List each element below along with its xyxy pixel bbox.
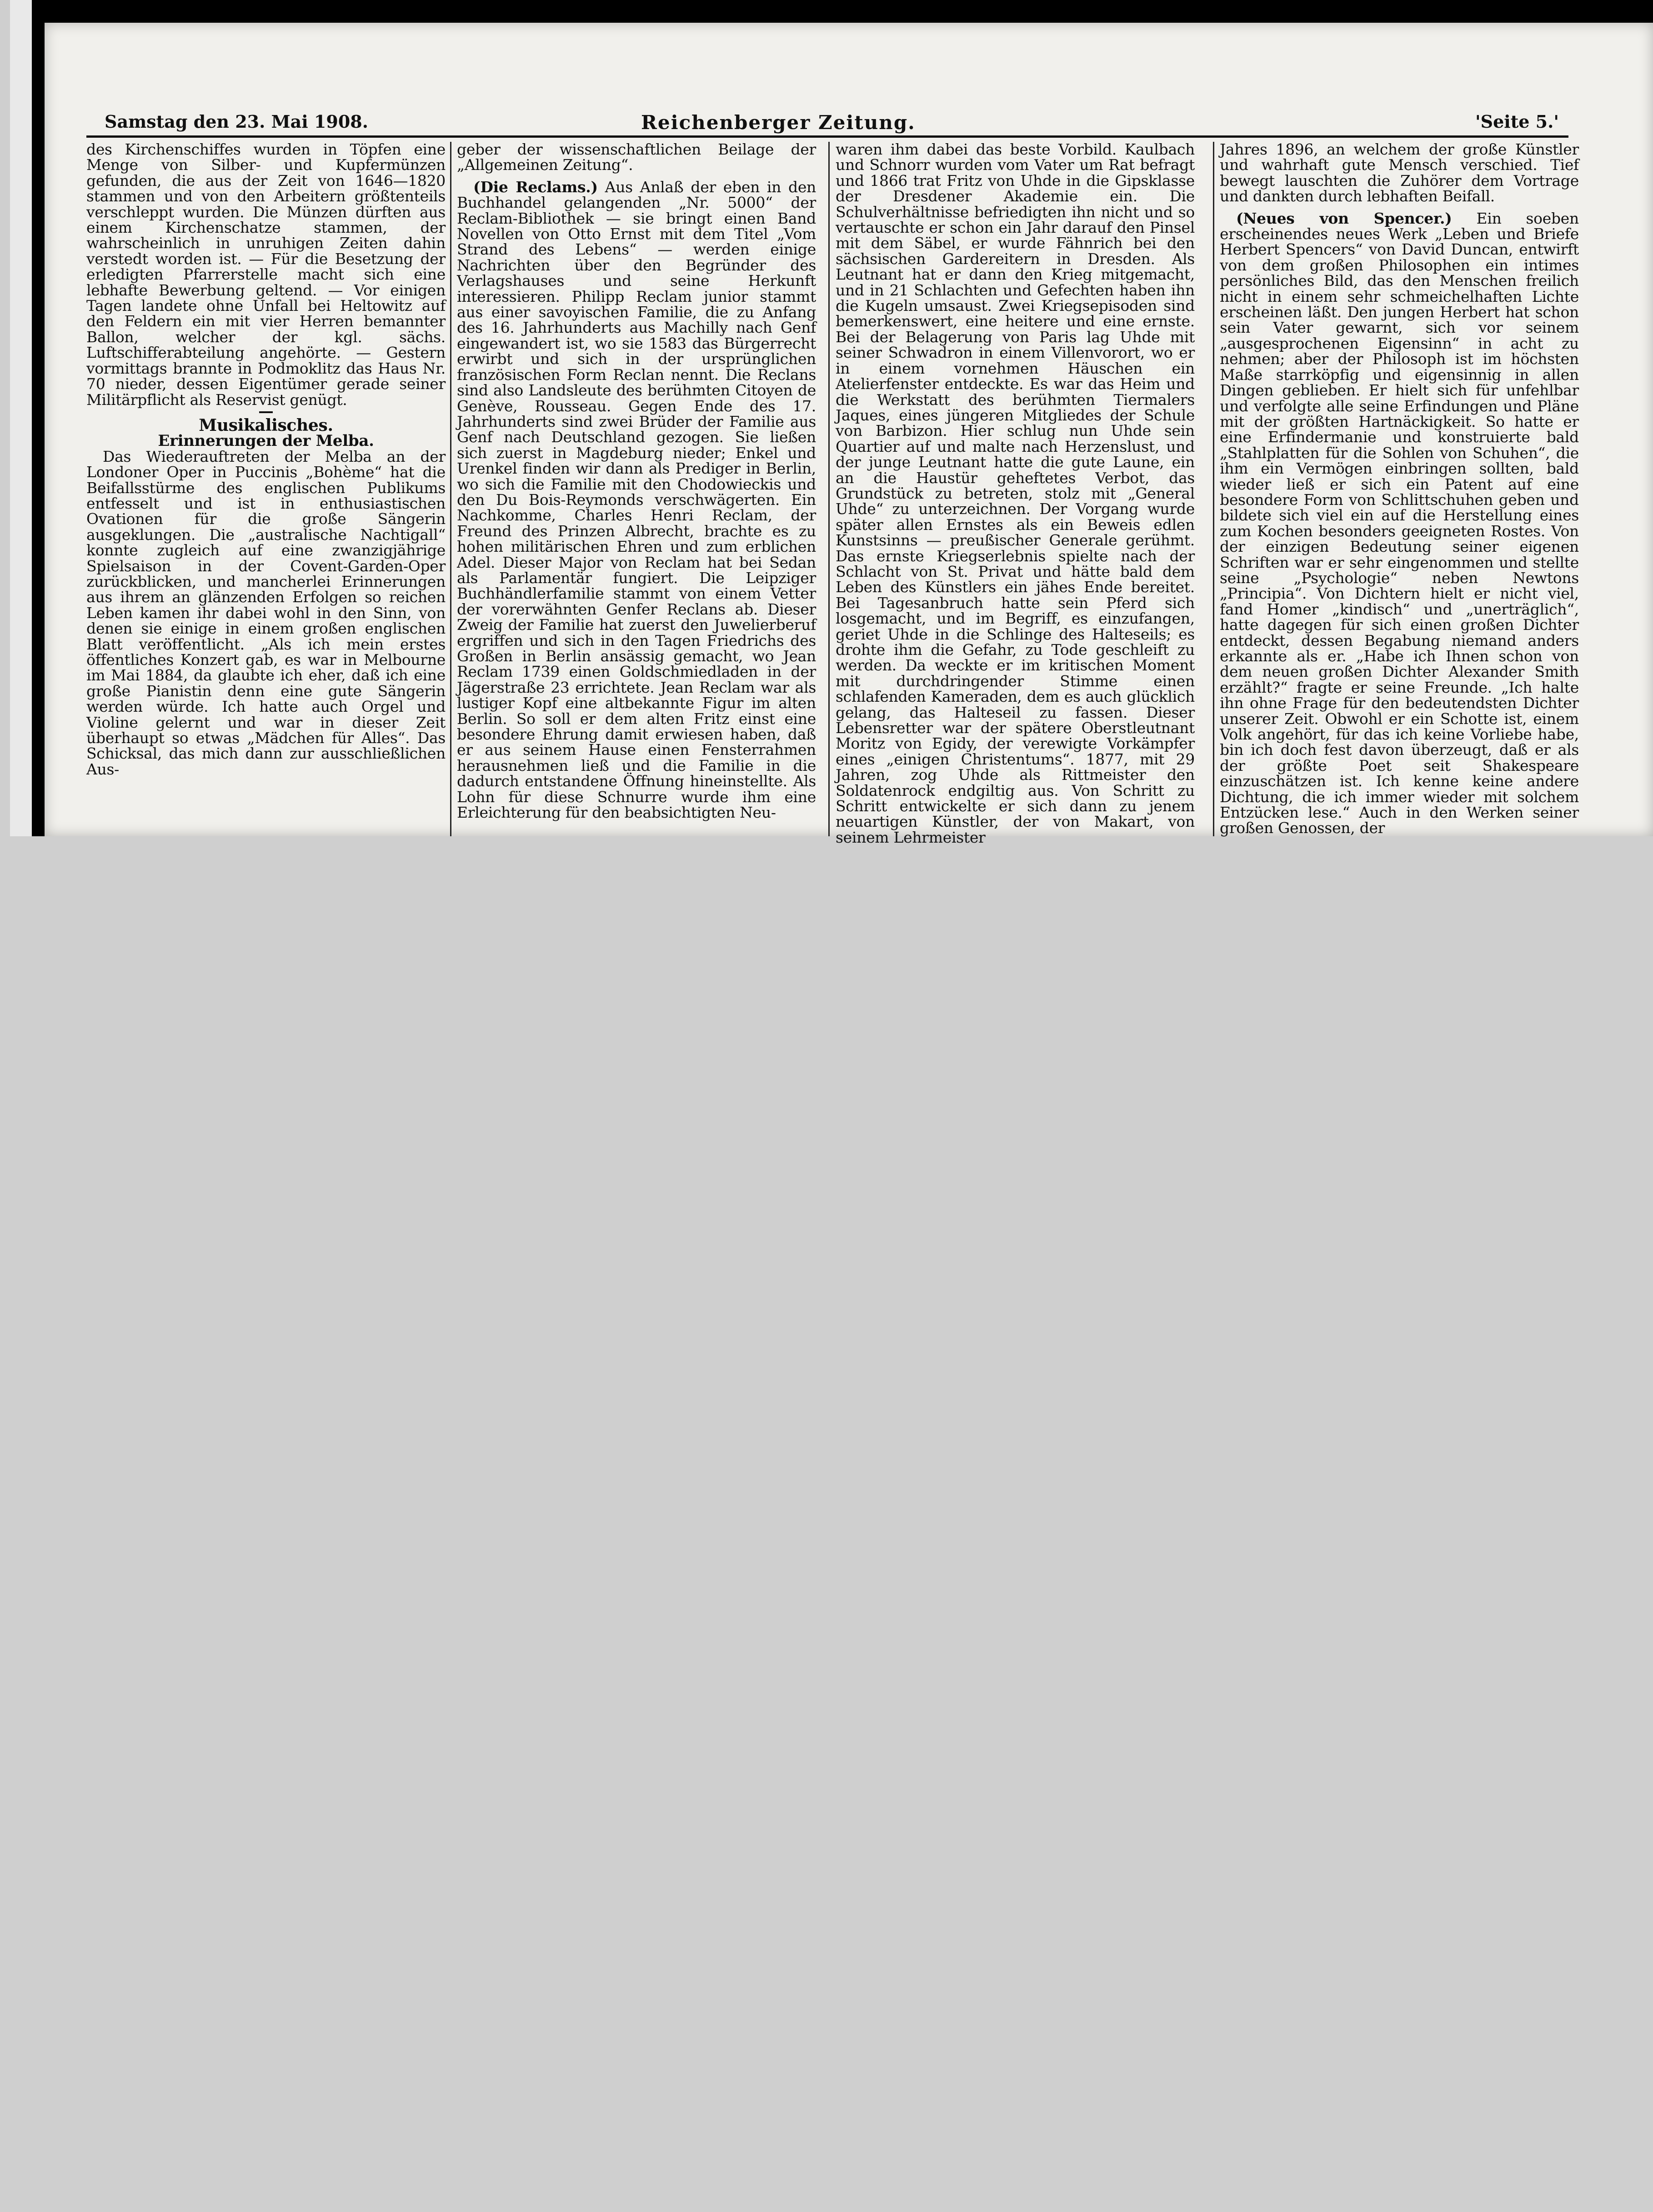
header-page-number: 'Seite 5.' — [1475, 111, 1559, 132]
article-text: Das Wiederauftreten der Melba an der Londoner Oper in Puccinis „Bohème“ hat die Beifallsstürme des englischen Publikums entfesselt und ist in enthusiastischen Ovationen für die große Sängerin ausgeklungen. Die „australische Nachtigall“ konnte zugleich auf eine zwanzigjährige Spielsaison in der Covent-Garden-Oper zurückblicken, und mancherlei Erinnerungen aus ihrem an glänzenden Erfolgen so reichen Leben kamen ihr dabei wohl in den Sinn, von denen sie einige in einem großen englischen Blatt veröffentlicht. „Als ich mein erstes öffentliches Konzert gab, es war in Melbourne im Mai 1884, da glaubte ich eher, daß ich eine große Pianistin denn eine gute Sängerin werden würde. Ich hatte auch Orgel und Violine gelernt und war in dieser Zeit überhaupt so etwas „Mädchen für Alles“. Das Schicksal, das mich dann zur ausschließlichen Aus- — [86, 447, 446, 778]
article-text: geber der wissenschaftlichen Beilage der „Allgemeinen Zeitung“. — [457, 140, 816, 174]
header-rule — [86, 135, 1568, 138]
article-heading: Erinnerungen der Melba. — [158, 432, 374, 450]
column-2 — [457, 142, 816, 836]
column-1 — [86, 142, 446, 836]
header-date: Samstag den 23. Mai 1908. — [105, 111, 368, 132]
article-body: Ein soeben erscheinendes neues Werk „Leben und Briefe Herbert Spencers“ von David Duncan, entwirft von dem großen Philosophen ein intimes persönliches Bild, das den Menschen freilich nicht in einem sehr schmeichelhaften Lichte erscheinen läßt. Den jungen Herbert hat schon sein Vater gewarnt, sich vor seinem „ausgesprochenen Eigensinn“ in acht zu nehmen; aber der Philosoph ist im höchsten Maße starrköpfig und eigensinnig in allen Dingen geblieben. Er hielt sich für unfehlbar und verfolgte alle seine Erfindungen und Pläne mit der größten Hartnäckigkeit. So hatte er eine Erfindermanie und konstruierte bald „Stahlplatten für die Sohlen von Schuhen“, die ihm ein Vermögen einbringen sollten, bald wieder ließ er sich ein Patent auf eine besondere Form von Schlittschuhen geben und bildete sich viel ein auf die Herstellung eines zum Kochen besonders geeigneten Rostes. Von der einzigen Bedeutung seiner eigenen Schriften war er sehr eingenommen und stellte seine „Psychologie“ neben Newtons „Principia“. Von Dichtern hielt er nicht viel, fand Homer „kindisch“ und „unerträglich“, hatte dagegen für sich einen großen Dichter entdeckt, dessen Begabung niemand anders erkannte als er. „Habe ich Ihnen schon von dem neuen großen Dichter Alexander Smith erzählt?“ fragte er seine Freunde. „Ich halte ihn ohne Frage für den bedeutendsten Dichter unserer Zeit. Obwohl er ein Schotte ist, einem Volk angehört, für das ich keine Vorliebe habe, bin ich doch fest davon überzeugt, daß er als der größte Poet seit Shakespeare einzuschätzen ist. Ich kenne keine andere Dichtung, die ich immer wieder mit solchem Entzücken lese.“ Auch in den Werken seiner großen Genossen, der — [1220, 209, 1579, 837]
header-masthead: Reichenberger Zeitung. — [641, 111, 916, 134]
column-divider — [828, 142, 830, 836]
column-divider — [1213, 142, 1214, 836]
article-runin-heading: (Neues von Spencer.) — [1236, 209, 1452, 227]
article-text — [457, 180, 816, 821]
article-separator — [259, 411, 273, 413]
page-left-margin — [0, 0, 10, 836]
article-body: Aus Anlaß der eben in den Buchhandel gelangenden „Nr. 5000“ der Reclam-Bibliothek — sie bringt einen Band Novellen von Otto Ernst mit dem Titel „Vom Strand des Lebens“ — werden einige Nachrichten über den Begründer des Verlagshauses und seine Herkunft interessieren. Philipp Reclam junior stammt aus einer savoyischen Familie, die zu Anfang des 16. Jahrhunderts aus Machilly nach Genf eingewandert ist, wo sie 1583 das Bürgerrecht erwirbt und sich in der ursprünglichen französischen Form Reclan nennt. Die Reclans sind also Landsleute des berühmten Citoyen de Genève, Rousseau. Gegen Ende des 17. Jahrhunderts sind zwei Brüder der Familie aus Genf nach Deutschland gezogen. Sie ließen sich zuerst in Magdeburg nieder; Enkel und Urenkel finden wir dann als Prediger in Berlin, wo sich die Familie mit den Chodowieckis und den Du Bois-Reymonds verschwägerten. Ein Nachkomme, Charles Henri Reclam, der Freund des Prinzen Albrecht, brachte es zu hohen militärischen Ehren und zum erblichen Adel. Dieser Major von Reclam hat bei Sedan als Parlamentär fungiert. Die Leipziger Buchhändlerfamilie stammt von einem Vetter der vorerwähnten Genfer Reclans ab. Dieser Zweig der Familie hat zuerst den Juwelierberuf ergriffen und sich in den Tagen Friedrichs des Großen in Berlin ansässig gemacht, wo Jean Reclam 1739 einen Goldschmiedladen in der Jägerstraße 23 errichtete. Jean Reclam war als lustiger Kopf eine altbekannte Figur im alten Berlin. So soll er dem alten Fritz einst eine besondere Ehrung damit erwiesen haben, daß er aus seinem Hause einen Fensterrahmen herausnehmen ließ und die Familie in die dadurch entstandene Öffnung hineinstellte. Als Lohn für diese Schnurre wurde ihm eine Erleichterung für den beabsichtigten Neu- — [457, 178, 816, 822]
article-text: waren ihm dabei das beste Vorbild. Kaulbach und Schnorr wurden vom Vater um Rat befragt und 1866 trat Fritz von Uhde in die Gipsklasse der Dresdener Akademie ein. Die Schulverhältnisse befriedigten ihn nicht und so vertauschte er schon ein Jahr darauf den Pinsel mit dem Säbel, er wurde Fähnrich bei den sächsischen Gardereitern in Dresden. Als Leutnant hat er dann den Krieg mitgemacht, und in 21 Schlachten und Gefechten haben ihn die Kugeln umsaust. Zwei Kriegsepisoden sind bemerkenswert, eine heitere und eine ernste. Bei der Belagerung von Paris lag Uhde mit seiner Schwadron in einem Villenvorort, wo er in einem vornehmen Häuschen ein Atelierfenster entdeckte. Es war das Heim und die Werkstatt des berühmten Tiermalers Jaques, eines jüngeren Mitgliedes der Schule von Barbizon. Hier schlug nun Uhde sein Quartier auf und malte nach Herzenslust, und der junge Leutnant hatte die gute Laune, ein an die Haustür geheftetes Verbot, das Grundstück zu betreten, stolz mit „General Uhde“ zu unterzeichnen. Der Vorgang wurde später allen Ernstes als ein Beweis edlen Kunstsinns — preußischer Generale gerühmt. Das ernste Kriegserlebnis spielte nach der Schlacht von St. Privat und hätte bald dem Leben des Künstlers ein jähes Ende bereitet. Bei Tagesanbruch hatte sein Pferd sich losgemacht, und im Begriff, es einzufangen, geriet Uhde in die Schlinge des Halteseils; es drohte ihm die Gefahr, zu Tode geschleift zu werden. Da weckte er im kritischen Moment mit durchdringender Stimme einen schlafenden Kameraden, dem es auch glücklich gelang, das Halteseil zu fassen. Dieser Lebensretter war der spätere Oberstleutnant Moritz von Egidy, der verewigte Vorkämpfer eines „einigen Christentums“. 1877, mit 29 Jahren, zog Uhde als Rittmeister den Soldatenrock endgiltig aus. Von Schritt zu Schritt entwickelte er sich dann zu jenem neuartigen Künstler, der von Makart, von seinem Lehrmeister — [836, 140, 1195, 846]
article-text: des Kirchenschiffes wurden in Töpfen eine Menge von Silber- und Kupfermünzen gefunden, die aus der Zeit von 1646—1820 stammen und von den Arbeitern größtenteils verschleppt wurden. Die Münzen dürften aus einem Kirchenschatze stammen, der wahrscheinlich in unruhigen Zeiten dahin verstedt worden ist. — Für die Besetzung der erledigten Pfarrerstelle macht sich eine lebhafte Bewerbung geltend. — Vor einigen Tagen landete ohne Unfall bei Heltowitz auf den Feldern ein mit vier Herren bemannter Ballon, welcher der kgl. sächs. Luftschifferabteilung angehörte. — Gestern vormittags brannte in Podmoklitz das Haus Nr. 70 nieder, dessen Eigentümer gerade seiner Militärpflicht als Reservist genügt. — [86, 140, 446, 409]
column-4 — [1220, 142, 1579, 836]
page-header — [59, 111, 1568, 134]
article-text — [1220, 211, 1579, 836]
section-heading: Musikalisches. — [199, 415, 333, 435]
column-3 — [836, 140, 1195, 846]
article-runin-heading: (Die Reclams.) — [473, 178, 598, 196]
article-text: Jahres 1896, an welchem der große Künstler und wahrhaft gute Mensch verschied. Tief bewegt lauschten die Zuhörer dem Vortrage und dankten durch lebhaften Beifall. — [1220, 140, 1579, 205]
column-divider — [450, 142, 451, 836]
